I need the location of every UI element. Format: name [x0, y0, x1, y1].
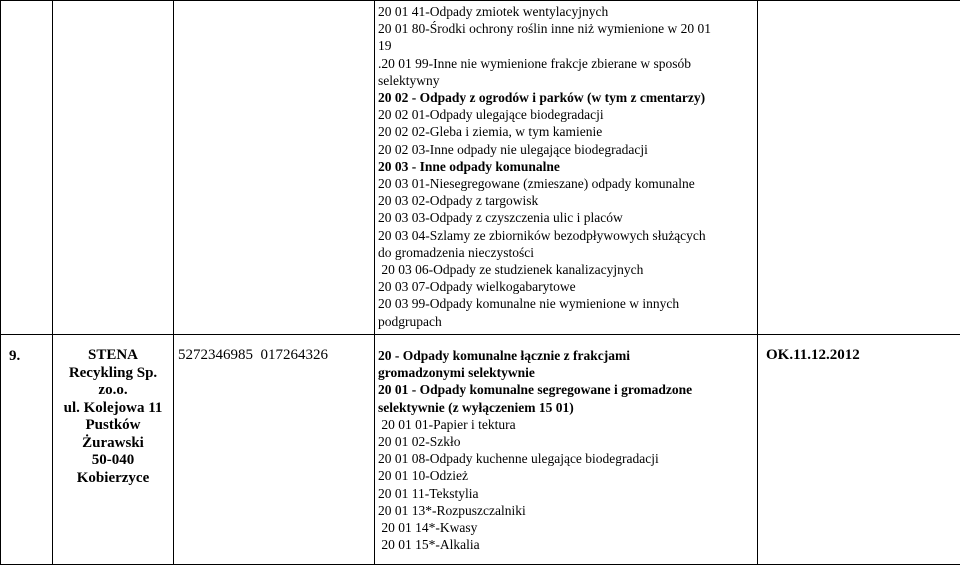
nip-regon [174, 335, 375, 565]
waste-code-line: 20 03 99-Odpady komunalne nie wymienione w innych [378, 295, 757, 312]
cell-permit-empty [758, 1, 960, 335]
company-line: zo.o. [53, 382, 173, 400]
company-line: Pustków [53, 417, 173, 435]
cell-number-empty [1, 1, 53, 335]
waste-code-line: 20 02 02-Gleba i ziemia, w tym kamienie [378, 123, 757, 140]
company-line: 50-040 [53, 452, 173, 470]
cell-ids-empty [174, 1, 375, 335]
waste-code-line: .20 01 99-Inne nie wymienione frakcje zbierane w sposób [378, 55, 757, 72]
waste-code-line: 20 01 08-Odpady kuchenne ulegające biodegradacji [378, 450, 757, 467]
cell-waste-codes-row-9 [375, 335, 758, 565]
waste-code-line: do gromadzenia nieczystości [378, 244, 757, 261]
waste-code-line: 20 01 13*-Rozpuszczalniki [378, 502, 757, 519]
waste-code-line: 20 03 - Inne odpady komunalne [378, 158, 757, 175]
table-row-9 [1, 335, 960, 565]
waste-code-line: 20 01 - Odpady komunalne segregowane i gromadzone [378, 381, 757, 398]
waste-code-line: podgrupach [378, 313, 757, 330]
company-line: ul. Kolejowa 11 [53, 400, 173, 418]
company-line: Żurawski [53, 435, 173, 453]
waste-code-line: 20 - Odpady komunalne łącznie z frakcjami [378, 347, 757, 364]
company-name-address [53, 335, 174, 565]
waste-code-line: 20 01 01-Papier i tektura [378, 416, 757, 433]
nip-regon-text: 5272346985 017264326 [178, 347, 328, 363]
cell-company-empty [53, 1, 174, 335]
waste-code-line: 20 03 04-Szlamy ze zbiorników bezodpływowych służących [378, 227, 757, 244]
waste-code-line: 20 01 10-Odzież [378, 467, 757, 484]
waste-code-line: 20 01 41-Odpady zmiotek wentylacyjnych [378, 3, 757, 20]
waste-code-list [378, 3, 757, 330]
table-row-continued [1, 1, 960, 335]
waste-code-list [378, 347, 757, 553]
waste-code-line: 20 03 02-Odpady z targowisk [378, 192, 757, 209]
waste-code-line: 19 [378, 37, 757, 54]
company-line: STENA [53, 347, 173, 365]
waste-code-line: 20 03 07-Odpady wielkogabarytowe [378, 278, 757, 295]
waste-code-line: 20 02 03-Inne odpady nie ulegające biodegradacji [378, 141, 757, 158]
waste-code-line: 20 02 - Odpady z ogrodów i parków (w tym z cmentarzy) [378, 89, 757, 106]
waste-code-line: 20 02 01-Odpady ulegające biodegradacji [378, 106, 757, 123]
waste-code-line: 20 03 01-Niesegregowane (zmieszane) odpady komunalne [378, 175, 757, 192]
waste-code-line: 20 01 80-Środki ochrony roślin inne niż wymienione w 20 01 [378, 20, 757, 37]
permit-number: OK.11.12.2012 [758, 335, 960, 565]
waste-code-line: selektywny [378, 72, 757, 89]
waste-code-line: 20 01 15*-Alkalia [378, 536, 757, 553]
waste-code-line: gromadzonymi selektywnie [378, 364, 757, 381]
waste-code-line: selektywnie (z wyłączeniem 15 01) [378, 399, 757, 416]
company-line: Kobierzyce [53, 470, 173, 488]
cell-waste-codes-continued [375, 1, 758, 335]
waste-code-line: 20 01 11-Tekstylia [378, 485, 757, 502]
waste-code-line: 20 03 03-Odpady z czyszczenia ulic i placów [378, 209, 757, 226]
company-line: Recykling Sp. [53, 365, 173, 383]
waste-code-line: 20 01 14*-Kwasy [378, 519, 757, 536]
row-number: 9. [1, 335, 53, 565]
waste-code-line: 20 03 06-Odpady ze studzienek kanalizacyjnych [378, 261, 757, 278]
waste-code-line: 20 01 02-Szkło [378, 433, 757, 450]
